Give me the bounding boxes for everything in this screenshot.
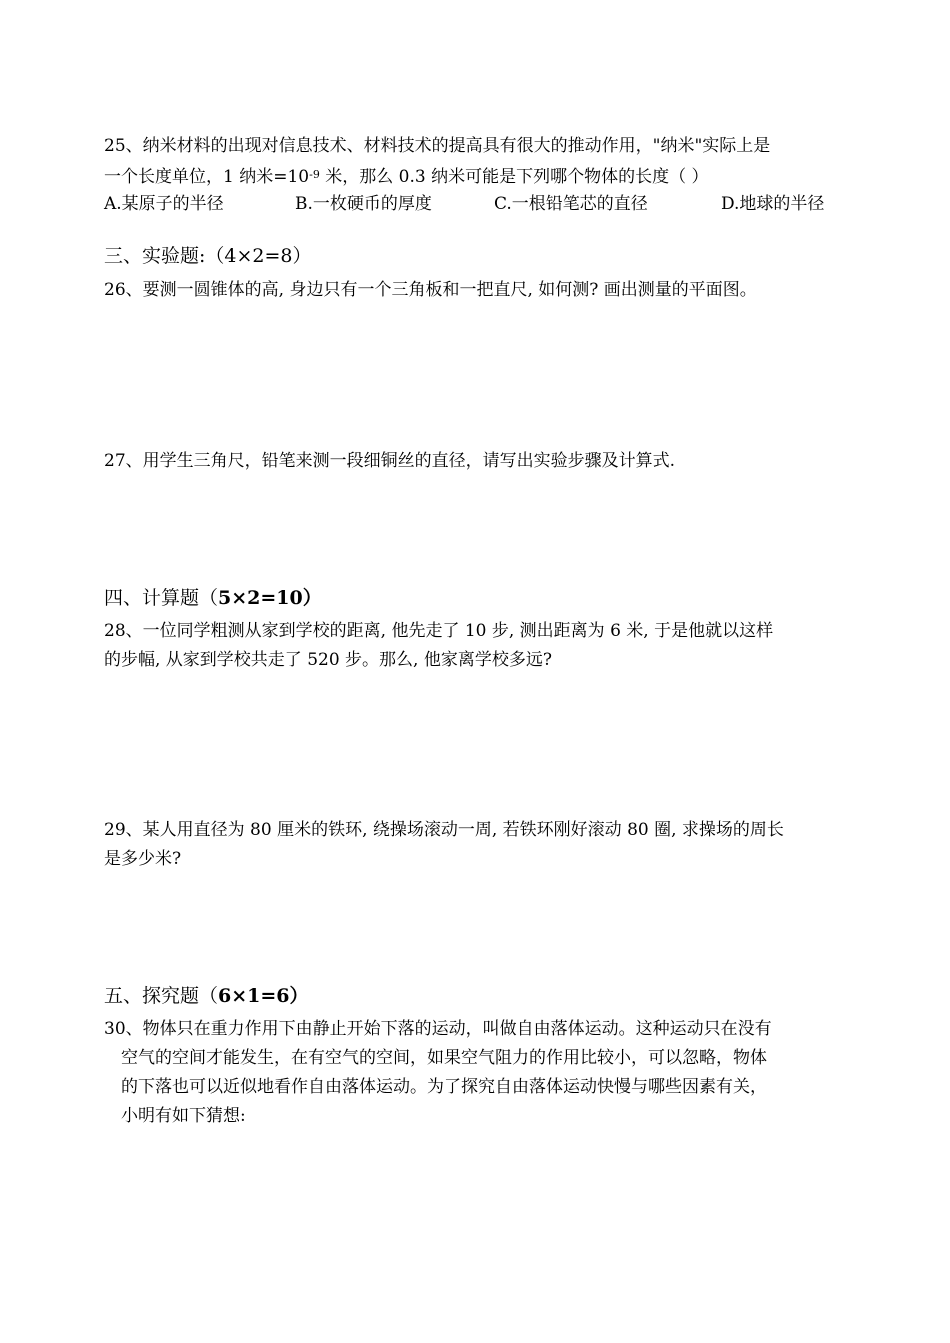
q27-text: 27、用学生三角尺，铅笔来测一段细铜丝的直径，请写出实验步骤及计算式. [104, 451, 676, 471]
q28-line-1: 28、一位同学粗测从家到学校的距离, 他先走了 10 步, 测出距离为 6 米, 于是他就以这样 [104, 621, 774, 641]
q25-line-1: 25、纳米材料的出现对信息技术、材料技术的提高具有很大的推动作用，"纳米"实际上是 [104, 136, 771, 156]
section-4-title-a: 四、计算题（ [104, 587, 219, 609]
q25-option-b: B.一枚硬币的厚度 [295, 194, 432, 214]
q28-line-2: 的步幅, 从家到学校共走了 520 步。那么, 他家离学校多远? [104, 650, 552, 670]
section-3-title: 三、实验题:（4×2=8） [104, 245, 312, 267]
q25-option-c: C.一根铅笔芯的直径 [494, 194, 648, 214]
section-4-title-c: ） [302, 587, 322, 609]
q30-line-1: 30、物体只在重力作用下由静止开始下落的运动，叫做自由落体运动。这种运动只在没有 [104, 1019, 772, 1039]
q25-line-2 [104, 165, 708, 187]
q25-line-2-rest: 米，那么 0.3 纳米可能是下列哪个物体的长度（ ） [319, 167, 709, 187]
section-4-title [104, 588, 322, 608]
section-5-title-c: ） [289, 985, 309, 1007]
q29-line-1: 29、某人用直径为 80 厘米的铁环, 绕操场滚动一周, 若铁环刚好滚动 80 圈, 求操场的周长 [104, 820, 784, 840]
q26-text: 26、要测一圆锥体的高, 身边只有一个三角板和一把直尺, 如何测? 画出测量的平面图。 [104, 280, 757, 300]
q30-line-4: 小明有如下猜想: [121, 1106, 246, 1126]
q25-exponent: -9 [309, 168, 320, 181]
section-4-score: 5×2=10 [218, 587, 303, 609]
q29-line-2: 是多少米? [104, 849, 182, 869]
q25-options [104, 194, 844, 216]
section-5-score: 6×1=6 [218, 985, 290, 1007]
q30-line-3: 的下落也可以近似地看作自由落体运动。为了探究自由落体运动快慢与哪些因素有关， [121, 1077, 767, 1097]
section-5-title [104, 986, 309, 1006]
section-5-title-a: 五、探究题（ [104, 985, 219, 1007]
q30-line-2: 空气的空间才能发生，在有空气的空间，如果空气阻力的作用比较小，可以忽略，物体 [121, 1048, 767, 1068]
q25-option-d: D.地球的半径 [721, 194, 825, 214]
q25-line-2-text: 一个长度单位，1 纳米=10 [104, 167, 310, 187]
q25-option-a: A.某原子的半径 [104, 194, 224, 214]
